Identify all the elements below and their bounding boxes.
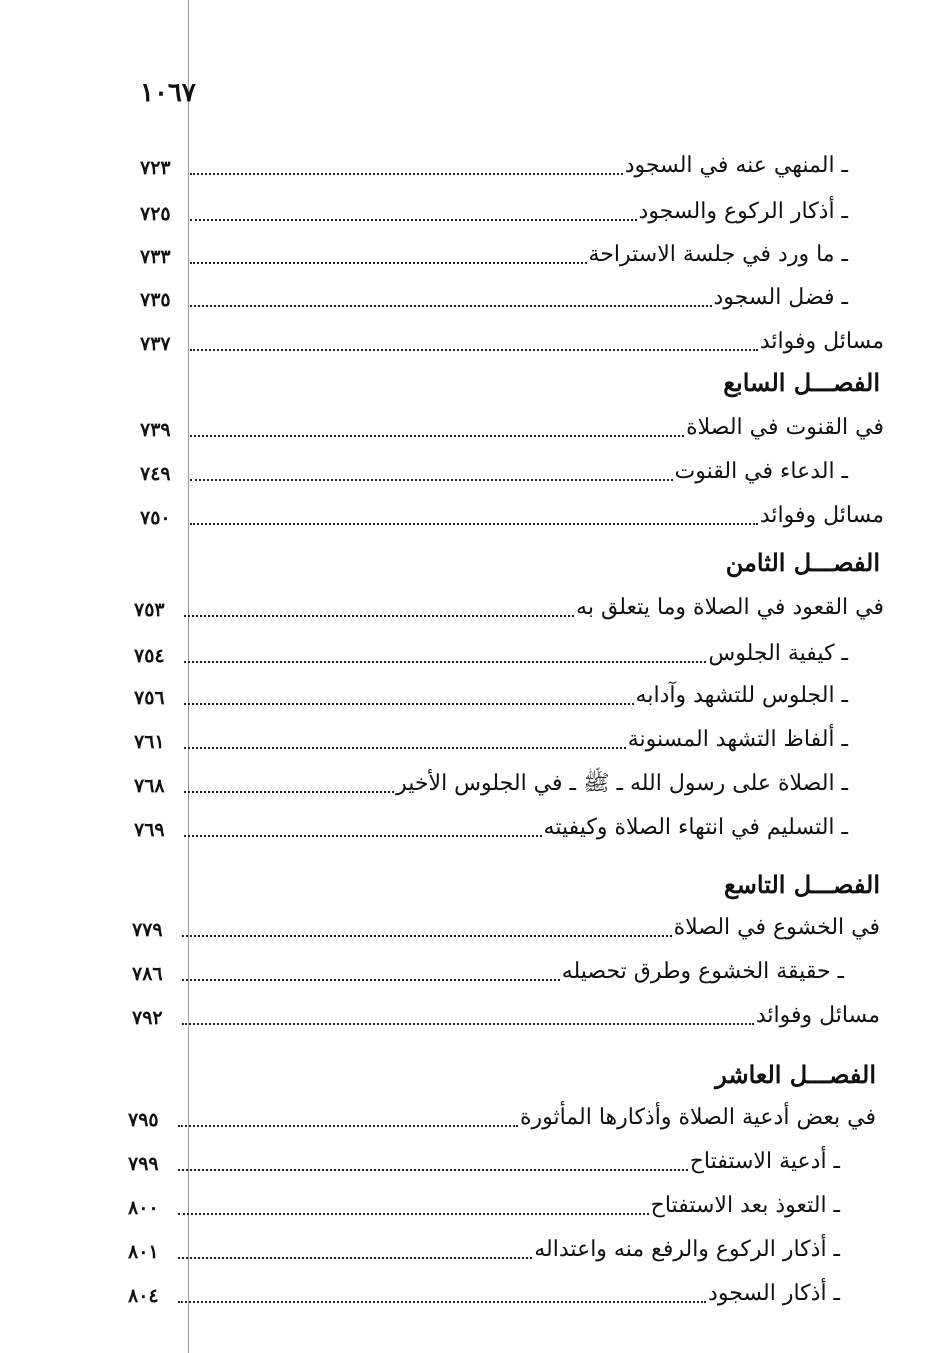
leader-dots bbox=[184, 660, 706, 663]
toc-entry[interactable] bbox=[134, 670, 848, 710]
toc-entry[interactable] bbox=[134, 628, 848, 668]
toc-page: ٧٣٩ bbox=[140, 419, 171, 441]
toc-entry[interactable] bbox=[140, 490, 884, 530]
toc-page: ٧٥٠ bbox=[140, 507, 171, 529]
leader-dots bbox=[178, 1168, 688, 1171]
leader-dots bbox=[190, 261, 587, 264]
chapter-heading: الفصـــل الثامن bbox=[725, 548, 880, 577]
toc-title: في القعود في الصلاة وما يتعلق به bbox=[576, 595, 884, 620]
leader-dots bbox=[178, 1300, 706, 1303]
toc-page: ٧٣٥ bbox=[140, 289, 171, 311]
toc-title: ـ فضل السجود bbox=[713, 285, 848, 310]
toc-page: ٧٦١ bbox=[134, 731, 165, 753]
toc-entry[interactable] bbox=[128, 1224, 840, 1264]
leader-dots bbox=[178, 1124, 518, 1127]
toc-title: ـ الدعاء في القنوت bbox=[674, 459, 848, 484]
toc-title: مسائل وفوائد bbox=[759, 329, 884, 354]
toc-page: ٧٧٩ bbox=[132, 919, 163, 941]
toc-title: ـ حقيقة الخشوع وطرق تحصيله bbox=[561, 959, 844, 984]
leader-dots bbox=[190, 348, 758, 351]
toc-title: ـ أذكار الركوع والسجود bbox=[638, 199, 848, 224]
leader-dots bbox=[190, 172, 623, 175]
leader-dots bbox=[184, 702, 634, 705]
toc-page: ٧٤٩ bbox=[140, 463, 171, 485]
toc-entry[interactable] bbox=[128, 1180, 840, 1220]
toc-page: ٧٢٥ bbox=[140, 203, 171, 225]
toc-page: ٧٥٦ bbox=[134, 687, 165, 709]
toc-title: ـ المنهي عنه في السجود bbox=[624, 153, 848, 178]
toc-page: ٨٠٤ bbox=[128, 1285, 159, 1307]
leader-dots bbox=[190, 478, 673, 481]
leader-dots bbox=[182, 978, 560, 981]
toc-title: مسائل وفوائد bbox=[759, 503, 884, 528]
toc-entry[interactable] bbox=[140, 446, 848, 486]
toc-page: ٧٩٢ bbox=[132, 1007, 163, 1029]
toc-title: في القنوت في الصلاة bbox=[686, 415, 884, 440]
toc-entry[interactable] bbox=[128, 1268, 840, 1308]
toc-entry[interactable] bbox=[134, 802, 848, 842]
toc-title: ـ التعوذ بعد الاستفتاح bbox=[650, 1193, 840, 1218]
toc-title: في الخشوع في الصلاة bbox=[673, 915, 880, 940]
chapter-heading: الفصـــل العاشر bbox=[715, 1060, 876, 1089]
toc-title: ـ ألفاظ التشهد المسنونة bbox=[627, 727, 848, 752]
toc-entry[interactable] bbox=[140, 186, 848, 226]
toc-entry[interactable] bbox=[134, 582, 884, 622]
leader-dots bbox=[184, 834, 542, 837]
leader-dots bbox=[190, 304, 712, 307]
toc-page: ٧٩٩ bbox=[128, 1153, 159, 1175]
toc-page: ٧٦٩ bbox=[134, 819, 165, 841]
toc-entry[interactable] bbox=[132, 990, 880, 1030]
toc-entry[interactable] bbox=[132, 946, 844, 986]
toc-entry[interactable] bbox=[140, 229, 848, 269]
chapter-heading: الفصـــل السابع bbox=[723, 368, 880, 397]
toc-entry[interactable] bbox=[134, 758, 848, 798]
leader-dots bbox=[182, 934, 672, 937]
toc-title: ـ الصلاة على رسول الله ـ ﷺ ـ في الجلوس الأخير bbox=[396, 771, 848, 796]
chapter-heading: الفصـــل التاسع bbox=[724, 870, 880, 899]
toc-entry[interactable] bbox=[140, 316, 884, 356]
leader-dots bbox=[190, 218, 637, 221]
toc-title: في بعض أدعية الصلاة وأذكارها المأثورة bbox=[519, 1105, 876, 1130]
toc-entry[interactable] bbox=[128, 1092, 876, 1132]
toc-entry[interactable] bbox=[134, 714, 848, 754]
leader-dots bbox=[182, 1022, 754, 1025]
toc-title: ـ كيفية الجلوس bbox=[708, 641, 848, 666]
toc-page: ٧٩٥ bbox=[128, 1109, 159, 1131]
toc-title: ـ التسليم في انتهاء الصلاة وكيفيته bbox=[543, 815, 848, 840]
leader-dots bbox=[178, 1256, 532, 1259]
toc-page: ٨٠١ bbox=[128, 1241, 159, 1263]
toc-page: ٧٥٤ bbox=[134, 645, 165, 667]
leader-dots bbox=[178, 1212, 649, 1215]
toc-page: ٧٢٣ bbox=[140, 157, 171, 179]
toc-page: ٧٣٧ bbox=[140, 333, 171, 355]
leader-dots bbox=[184, 790, 394, 793]
toc-title: ـ أدعية الاستفتاح bbox=[689, 1149, 840, 1174]
page-number: ١٠٦٧ bbox=[140, 78, 196, 108]
toc-title: ـ أذكار الركوع والرفع منه واعتداله bbox=[534, 1237, 840, 1262]
leader-dots bbox=[190, 522, 758, 525]
leader-dots bbox=[190, 434, 684, 437]
toc-page: ٨٠٠ bbox=[128, 1197, 159, 1219]
toc-page: ٧٥٣ bbox=[134, 599, 165, 621]
toc-entry[interactable] bbox=[132, 902, 880, 942]
toc-title: ـ ما ورد في جلسة الاستراحة bbox=[588, 242, 848, 267]
toc-entry[interactable] bbox=[140, 140, 848, 180]
leader-dots bbox=[184, 614, 574, 617]
toc-entry[interactable] bbox=[140, 402, 884, 442]
toc-entry[interactable] bbox=[128, 1136, 840, 1176]
toc-page: ٧٨٦ bbox=[132, 963, 163, 985]
toc-title: ـ أذكار السجود bbox=[708, 1281, 840, 1306]
toc-title: ـ الجلوس للتشهد وآدابه bbox=[635, 683, 848, 708]
toc-page: ٧٦٨ bbox=[134, 775, 165, 797]
toc-entry[interactable] bbox=[140, 272, 848, 312]
toc-title: مسائل وفوائد bbox=[755, 1003, 880, 1028]
leader-dots bbox=[184, 746, 626, 749]
toc-page: ٧٣٣ bbox=[140, 246, 171, 268]
